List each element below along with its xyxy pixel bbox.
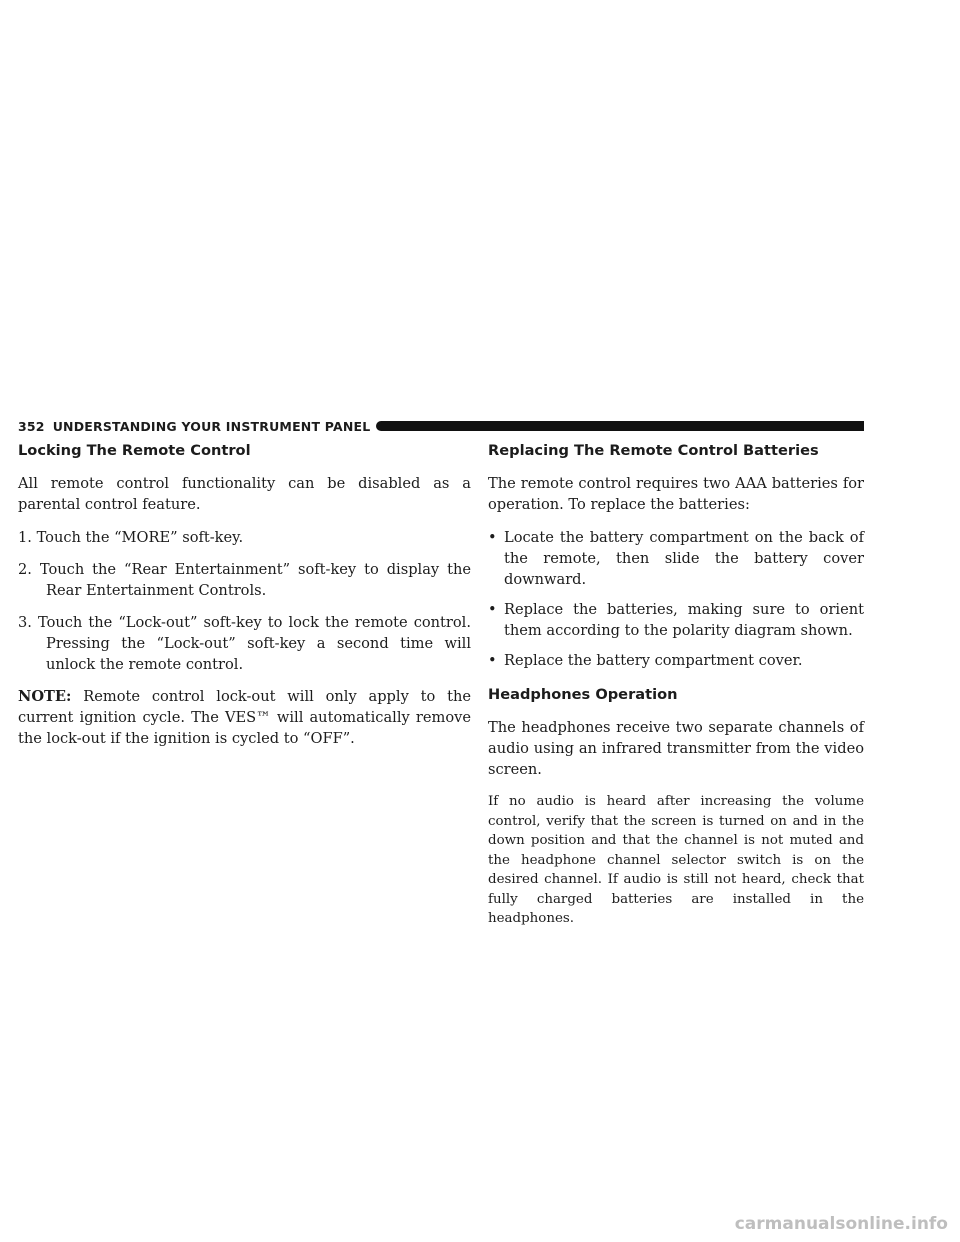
locking-intro: All remote control functionality can be disabled as a parental control feature. [18, 475, 471, 513]
page-header [18, 418, 864, 434]
list-item [488, 527, 864, 590]
headphones-para-2: If no audio is heard after increasing the volume control, verify that the screen is turned on and in the down position and that the channel is not muted and the headphone channel selector switch is on the desired channel. If audio is still not heard, check that fully charged batteries are installed in the headphones. [488, 794, 864, 926]
heading-headphones: Headphones Operation [488, 686, 678, 703]
batteries-intro: The remote control requires two AAA batteries for operation. To replace the batteries: [488, 475, 864, 513]
bullet-icon: • [488, 529, 497, 546]
note-paragraph [18, 686, 471, 749]
page-number: 352 [18, 418, 45, 434]
heading-locking-remote: Locking The Remote Control [18, 442, 251, 459]
step-2: 2. Touch the “Rear Entertainment” soft-key to display the Rear Entertainment Controls. [18, 561, 471, 599]
bullet-icon: • [488, 652, 497, 669]
note-text: Remote control lock-out will only apply to the current ignition cycle. The VES™ will automatically remove the lock-out if the ignition is cycled to “OFF”. [18, 688, 471, 747]
header-bar [376, 421, 864, 431]
headphones-para-1: The headphones receive two separate channels of audio using an infrared transmitter from the video screen. [488, 719, 864, 778]
step-3: 3. Touch the “Lock-out” soft-key to lock the remote control. Pressing the “Lock-out” soft-key a second time will unlock the remote control. [18, 614, 471, 673]
bullet-text-1: Locate the battery compartment on the back of the remote, then slide the battery cover downward. [504, 529, 864, 588]
bullet-text-3: Replace the battery compartment cover. [504, 652, 803, 669]
heading-replacing-batteries: Replacing The Remote Control Batteries [488, 442, 819, 459]
list-item [488, 650, 864, 671]
left-column [18, 441, 471, 761]
bullet-text-2: Replace the batteries, making sure to orient them according to the polarity diagram shown. [504, 601, 864, 639]
right-column [488, 441, 864, 941]
section-title: UNDERSTANDING YOUR INSTRUMENT PANEL [52, 418, 371, 434]
watermark-text: carmanualsonline.info [734, 1214, 948, 1234]
bullet-icon: • [488, 601, 497, 618]
note-label: NOTE: [18, 688, 72, 705]
step-1: 1. Touch the “MORE” soft-key. [18, 529, 244, 546]
list-item [488, 599, 864, 641]
